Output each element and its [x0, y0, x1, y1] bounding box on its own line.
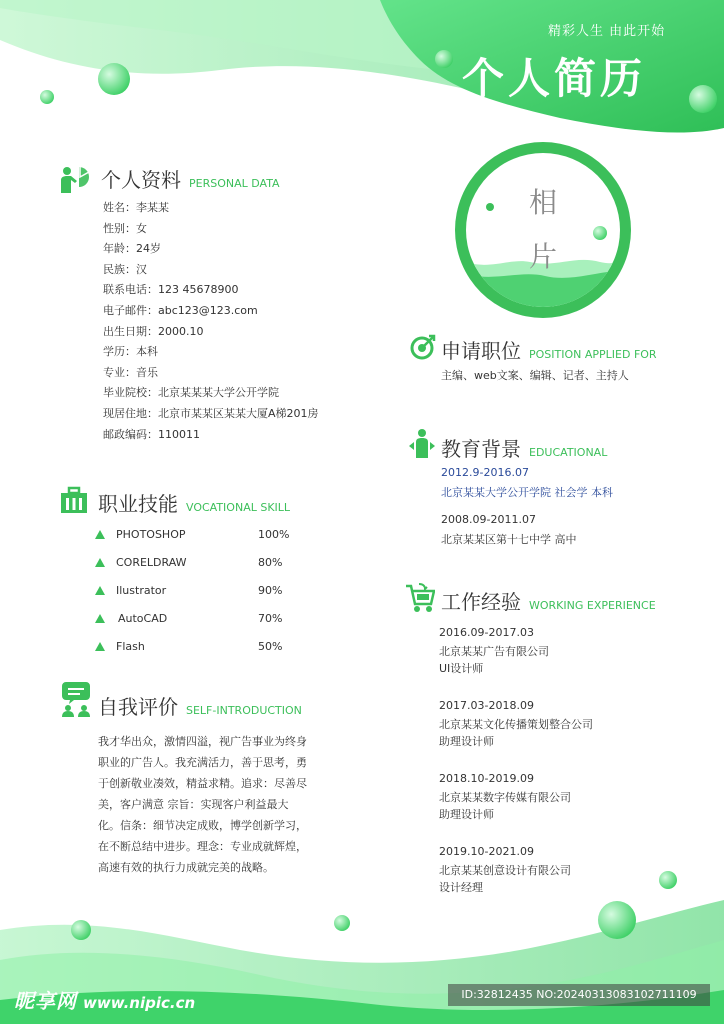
- work-period: 2017.03-2018.09: [439, 699, 534, 712]
- info-degree: 学历：本科: [103, 345, 158, 359]
- header-slogan: 精彩人生 由此开始: [548, 24, 666, 39]
- education-period: 2008.09-2011.07: [441, 513, 536, 526]
- work-heading: [441, 586, 656, 615]
- photo-label-1: 相: [528, 186, 557, 219]
- watermark-id: ID:32812435 NO:20240313083102711109: [448, 984, 710, 1006]
- target-icon: [410, 334, 436, 360]
- photo-placeholder: [526, 176, 560, 284]
- education-detail: 北京某某区第十七中学 高中: [441, 533, 577, 546]
- skill-name: Flash: [116, 640, 145, 653]
- intro-subtitle: SELF-INTRODUCTION: [186, 704, 302, 717]
- skill-level: 50%: [258, 640, 283, 653]
- person-growth-icon: [408, 428, 436, 460]
- info-birthdate: 出生日期：2000.10: [103, 324, 204, 338]
- work-role: 助理设计师: [439, 735, 494, 748]
- info-postcode: 邮政编码：110011: [103, 427, 200, 441]
- triangle-bullet-icon: [95, 530, 105, 539]
- info-school: 毕业院校：北京某某某大学公开学院: [103, 386, 279, 400]
- skill-level: 70%: [258, 612, 283, 625]
- position-subtitle: POSITION APPLIED FOR: [529, 348, 657, 361]
- education-heading: [441, 433, 607, 462]
- skill-item: [95, 639, 295, 655]
- intro-title: 自我评价: [98, 695, 178, 719]
- watermark-url: www.nipic.cn: [83, 994, 196, 1012]
- personal-data-heading: [101, 164, 280, 193]
- education-title: 教育背景: [441, 437, 521, 461]
- skill-item: [95, 583, 295, 599]
- photo-label-2: 片: [528, 240, 557, 273]
- work-period: 2019.10-2021.09: [439, 845, 534, 858]
- shopping-cart-icon: [405, 582, 435, 614]
- info-address: 现居住地：北京市某某区某某大厦A梯201房: [103, 406, 319, 420]
- watermark-brand: 昵享网: [14, 989, 77, 1013]
- work-period: 2018.10-2019.09: [439, 772, 534, 785]
- skill-item: [95, 555, 295, 571]
- skill-level: 100%: [258, 528, 290, 541]
- education-period: 2012.9-2016.07: [441, 466, 529, 479]
- work-company: 北京某某广告有限公司: [439, 645, 549, 658]
- triangle-bullet-icon: [95, 642, 105, 651]
- triangle-bullet-icon: [95, 558, 105, 567]
- chat-people-icon: [60, 680, 92, 718]
- skill-heading: [98, 488, 290, 517]
- presentation-icon: [59, 163, 95, 195]
- education-subtitle: EDUCATIONAL: [529, 446, 608, 459]
- triangle-bullet-icon: [95, 586, 105, 595]
- info-major: 专业：音乐: [103, 365, 158, 379]
- intro-text: 我才华出众，激情四溢，视广告事业为终身职业的广告人。我充满活力，善于思考，勇于创新敬业凑效，精益求精。追求：尽善尽美，客户满意 宗旨：实现客户利益最大化。信条：细节决定成败，博学创新学习，在不断总结中进步。理念：专业成就辉煌，高速有效的执行力成就完美的战略。: [98, 735, 307, 874]
- skill-item: [95, 527, 295, 543]
- work-role: UI设计师: [439, 662, 484, 675]
- personal-info-list: [103, 198, 319, 445]
- work-title: 工作经验: [441, 590, 521, 614]
- skill-title: 职业技能: [98, 492, 178, 516]
- skill-name: CORELDRAW: [116, 556, 187, 569]
- skill-subtitle: VOCATIONAL SKILL: [186, 501, 291, 514]
- position-title: 申请职位: [441, 339, 521, 363]
- info-age: 年龄：24岁: [103, 242, 161, 256]
- intro-heading: [98, 691, 302, 720]
- skill-name: PHOTOSHOP: [116, 528, 186, 541]
- work-company: 北京某某数字传媒有限公司: [439, 791, 571, 804]
- briefcase-icon: [60, 486, 88, 514]
- info-email: 电子邮件：abc123@123.com: [103, 303, 258, 317]
- work-period: 2016.09-2017.03: [439, 626, 534, 639]
- personal-data-title: 个人资料: [101, 168, 181, 192]
- education-detail: 北京某某大学公开学院 社会学 本科: [441, 486, 613, 499]
- watermark-logo: [14, 985, 195, 1014]
- personal-data-subtitle: PERSONAL DATA: [189, 177, 280, 190]
- skill-level: 80%: [258, 556, 283, 569]
- skill-name: AutoCAD: [118, 612, 168, 625]
- info-ethnicity: 民族：汉: [103, 262, 147, 276]
- skill-level: 90%: [258, 584, 283, 597]
- work-company: 北京某某创意设计有限公司: [439, 864, 571, 877]
- work-company: 北京某某文化传播策划整合公司: [439, 718, 593, 731]
- skill-item: [95, 611, 295, 627]
- position-heading: [441, 335, 657, 364]
- info-phone: 联系电话：123 45678900: [103, 283, 239, 297]
- triangle-bullet-icon: [95, 614, 105, 623]
- work-role: 助理设计师: [439, 808, 494, 821]
- position-text: 主编、web文案、编辑、记者、主持人: [441, 369, 629, 382]
- page-title: 个人简历: [462, 54, 647, 103]
- info-gender: 性别：女: [103, 221, 147, 235]
- info-name: 姓名：李某某: [103, 201, 169, 214]
- work-subtitle: WORKING EXPERIENCE: [529, 599, 656, 612]
- skill-name: Ilustrator: [116, 584, 167, 597]
- work-role: 设计经理: [439, 881, 483, 894]
